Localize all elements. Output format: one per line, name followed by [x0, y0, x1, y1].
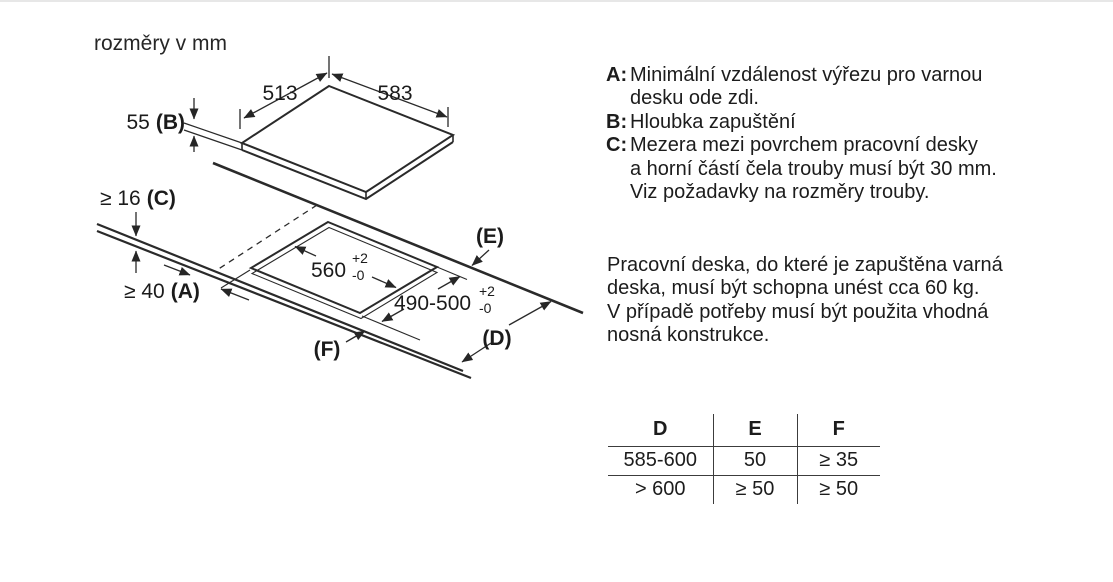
label-d: (D): [482, 327, 512, 350]
label-f: (F): [313, 338, 341, 361]
note-line: Viz požadavky na rozměry trouby.: [630, 181, 930, 204]
note-line: desku ode zdi.: [630, 87, 759, 110]
note-c-text: [630, 134, 997, 204]
dim-a-label: [124, 280, 200, 303]
dim-b-label: [126, 111, 185, 134]
dim-560-arrow-right: [372, 277, 396, 288]
table-cell-e2: ≥ 50: [713, 475, 797, 504]
dim-560-tol-minus: -0: [352, 267, 365, 283]
table-cell-f1: ≥ 35: [797, 446, 880, 475]
dim-a-key: (A): [170, 280, 200, 303]
paragraph-line: V případě potřeby musí být použita vhodná: [607, 300, 989, 323]
table-row: [608, 475, 880, 504]
note-a: [606, 64, 997, 111]
dim-490-value: 490-500: [394, 292, 472, 315]
note-b-key: B:: [606, 110, 628, 133]
dim-513-value: 513: [262, 82, 298, 105]
dim-c-value: ≥ 16: [100, 187, 141, 210]
table-header-d: D: [608, 414, 713, 446]
dim-560-tol-plus: +2: [352, 250, 368, 266]
hob-thickness-edges: [242, 135, 453, 199]
note-b: [606, 111, 997, 134]
label-e: (E): [476, 225, 504, 248]
label-d-arrow-up: [509, 302, 551, 326]
dimensions-table: [608, 414, 880, 504]
units-label: rozměry v mm: [94, 32, 227, 55]
worktop-load-note: [607, 254, 1003, 348]
paragraph-line: Pracovní deska, do které je zapuštěna varná: [607, 254, 1003, 276]
note-line: Hloubka zapuštění: [630, 110, 796, 133]
dim-560-value: 560: [311, 259, 347, 282]
dim-c-key: (C): [146, 187, 176, 210]
dim-490-tol-minus: -0: [479, 300, 492, 316]
note-a-text: [630, 64, 982, 111]
label-e-arrow: [472, 250, 489, 266]
note-b-text: [630, 111, 796, 134]
note-c-key: C:: [606, 134, 628, 157]
table-header-row: [608, 414, 880, 446]
note-line: Minimální vzdálenost výřezu pro varnou: [630, 64, 983, 86]
dim-a-arrow-right: [221, 289, 249, 300]
table-cell-f2: ≥ 50: [797, 475, 880, 504]
table-cell-d2: > 600: [608, 475, 713, 504]
hob-bottom-edges: [242, 142, 453, 199]
dim-c-label: [100, 187, 176, 210]
table-row: [608, 446, 880, 475]
dim-b-leader-lines: [184, 123, 242, 150]
dim-490-arrow-up: [438, 277, 460, 290]
dim-a-value: ≥ 40: [124, 280, 165, 303]
cutout-extension-bottom: [362, 316, 420, 340]
note-line: a horní částí čela trouby musí být 30 mm.: [630, 157, 997, 180]
dim-490-tol-plus: +2: [479, 283, 495, 299]
table-cell-d1: 585-600: [623, 449, 697, 471]
legend-notes: [606, 64, 997, 204]
cutout-extension-right: [437, 267, 467, 280]
dim-560-arrow-left: [295, 247, 316, 257]
note-c: [606, 134, 997, 204]
paragraph-line: deska, musí být schopna unést cca 60 kg.: [607, 277, 980, 300]
table-header-f: F: [797, 414, 880, 446]
note-line: Mezera mezi povrchem pracovní desky: [630, 134, 978, 157]
table-header-e: E: [713, 414, 797, 446]
dim-583-value: 583: [377, 82, 413, 105]
table-cell-e1: 50: [713, 446, 797, 475]
note-a-key: A:: [606, 64, 628, 86]
paragraph-line: nosná konstrukce.: [607, 324, 770, 347]
dim-b-value: 55: [126, 111, 150, 134]
dim-b-key: (B): [155, 111, 185, 134]
